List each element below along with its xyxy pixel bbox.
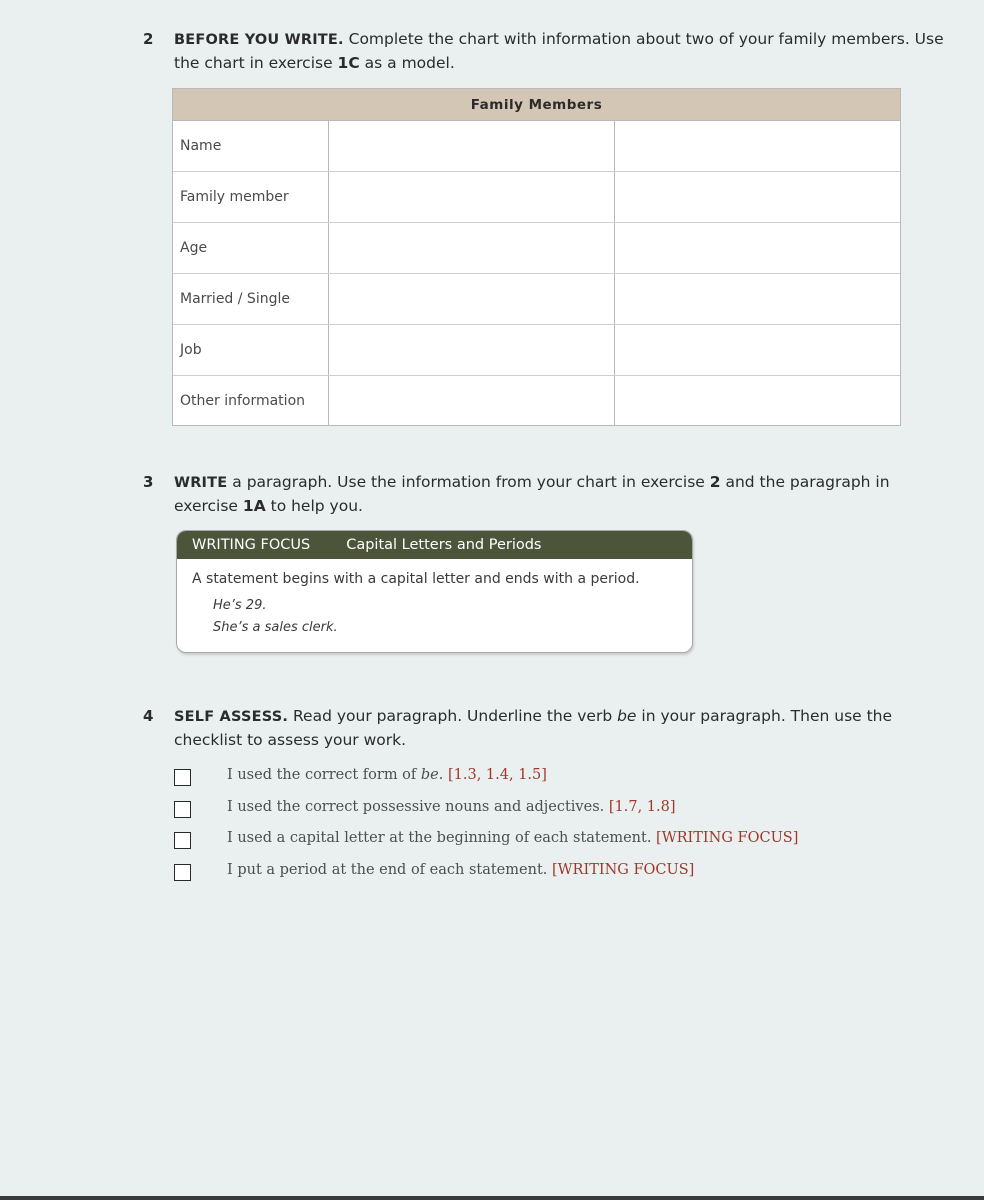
exercise-2: [143, 28, 953, 75]
checklist-item-reference: [WRITING FOCUS]: [551, 861, 695, 878]
checkbox[interactable]: [174, 864, 191, 881]
checklist-item-text: I put a period at the end of each statement.: [227, 861, 552, 878]
checkbox[interactable]: [174, 769, 191, 786]
checklist-text: [227, 830, 798, 846]
checklist-item-text: I used a capital letter at the beginning of each statement.: [227, 830, 657, 846]
blank-cell[interactable]: [614, 172, 900, 223]
writing-focus-box: [176, 530, 693, 653]
exercise-number: 2: [143, 30, 154, 48]
exercise-instructions: [174, 471, 953, 518]
blank-cell[interactable]: [328, 274, 614, 325]
instruction-text: in your paragraph. Then use the checklist to assess your work.: [174, 707, 893, 749]
blank-cell[interactable]: [328, 172, 614, 223]
blank-cell[interactable]: [614, 223, 900, 274]
exercise-heading: BEFORE YOU WRITE.: [174, 32, 344, 48]
instruction-text: a paragraph. Use the information from your chart in exercise: [227, 473, 710, 491]
writing-focus-examples: [177, 595, 692, 639]
exercise-number: 4: [143, 707, 154, 725]
checkbox[interactable]: [174, 832, 191, 849]
exercise-heading: WRITE: [174, 475, 228, 491]
checklist-text: [227, 767, 547, 783]
example-sentence: He’s 29.: [213, 598, 267, 613]
blank-cell[interactable]: [328, 121, 614, 172]
blank-cell[interactable]: [614, 274, 900, 325]
example-sentence: She’s a sales clerk.: [213, 620, 338, 635]
checklist-item-reference: [1.3, 1.4, 1.5]: [447, 767, 547, 783]
exercise-number: 3: [143, 473, 154, 491]
checklist-item-text: .: [438, 767, 448, 783]
exercise-4: [143, 705, 953, 752]
checkbox[interactable]: [174, 801, 191, 818]
checklist-text: [227, 862, 694, 878]
instruction-text: Read your paragraph. Underline the verb: [288, 707, 618, 725]
checklist-text: [227, 799, 676, 815]
table-row: [173, 376, 900, 427]
checklist-item-text: I used the correct form of: [227, 767, 421, 783]
instruction-text: Complete the chart with information about two of your family members. Use the chart in exercise: [174, 30, 944, 72]
table-row: [173, 223, 900, 274]
checklist-item-reference: [WRITING FOCUS]: [656, 830, 799, 846]
instruction-text: and the paragraph in exercise: [174, 473, 890, 515]
exercise-instructions: [174, 28, 953, 75]
checklist-item-reference: [1.7, 1.8]: [608, 798, 676, 815]
page-bottom-border: [0, 1196, 984, 1200]
writing-focus-topic: Capital Letters and Periods: [346, 537, 542, 553]
checklist-item-emphasis: be: [420, 767, 439, 783]
row-label: Age: [173, 223, 328, 274]
table-row: [173, 274, 900, 325]
exercise-reference: 1C: [337, 54, 360, 72]
row-label: Job: [173, 325, 328, 376]
blank-cell[interactable]: [614, 325, 900, 376]
exercise-3: [143, 471, 953, 518]
table-row: [173, 325, 900, 376]
checklist-item-text: I used the correct possessive nouns and adjectives.: [227, 798, 609, 815]
row-label: Family member: [173, 172, 328, 223]
exercise-reference: 1A: [242, 497, 266, 515]
writing-focus-rule: A statement begins with a capital letter and ends with a period.: [192, 571, 640, 587]
blank-cell[interactable]: [328, 325, 614, 376]
row-label: Other information: [173, 376, 328, 427]
instruction-text: as a model.: [359, 54, 455, 72]
blank-cell[interactable]: [328, 376, 614, 427]
blank-cell[interactable]: [328, 223, 614, 274]
row-label: Married / Single: [173, 274, 328, 325]
row-label: Name: [173, 121, 328, 172]
writing-focus-header: [177, 531, 692, 559]
verb-text: be: [617, 707, 637, 725]
instruction-text: to help you.: [265, 497, 363, 515]
chart-table: [173, 121, 900, 426]
blank-cell[interactable]: [614, 376, 900, 427]
blank-cell[interactable]: [614, 121, 900, 172]
table-row: [173, 172, 900, 223]
chart-title: Family Members: [173, 89, 900, 121]
family-members-chart: [172, 88, 901, 426]
table-row: [173, 121, 900, 172]
exercise-heading: SELF ASSESS.: [174, 709, 289, 725]
writing-focus-label: WRITING FOCUS: [192, 537, 311, 553]
exercise-reference: 2: [709, 473, 721, 491]
exercise-instructions: [174, 705, 953, 752]
